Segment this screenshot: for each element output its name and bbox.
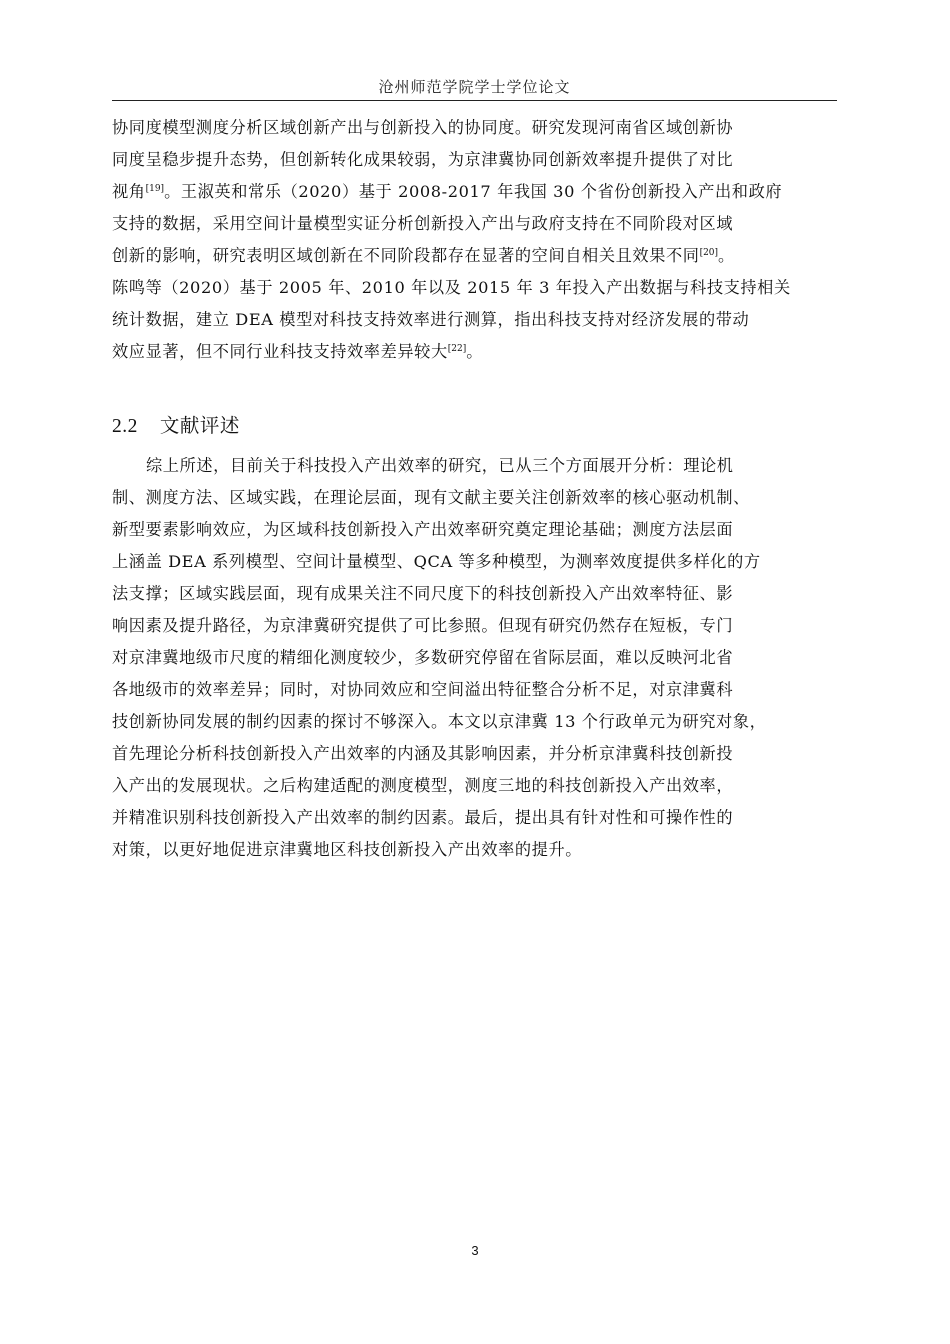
text-line: 新型要素影响效应，为区域科技创新投入产出效率研究奠定理论基础；测度方法层面 xyxy=(112,520,734,539)
text-line: 创新的影响，研究表明区域创新在不同阶段都存在显著的空间自相关且效果不同[20]。 xyxy=(112,246,735,265)
text-line: 视角[19]。王淑英和常乐（2020）基于 2008-2017 年我国 30 个省份创新投入产出和政府 xyxy=(112,182,783,201)
section-number: 2.2 xyxy=(112,416,138,437)
text-line: 技创新协同发展的制约因素的探讨不够深入。本文以京津冀 13 个行政单元为研究对象， xyxy=(112,712,767,731)
text-line: 入产出的发展现状。之后构建适配的测度模型，测度三地的科技创新投入产出效率， xyxy=(112,776,734,795)
text-line: 上涵盖 DEA 系列模型、空间计量模型、QCA 等多种模型，为测率效度提供多样化的方 xyxy=(112,552,761,571)
paragraph-literature-review-continued xyxy=(112,112,837,368)
text-line: 支持的数据，采用空间计量模型实证分析创新投入产出与政府支持在不同阶段对区域 xyxy=(112,214,734,233)
section-title: 文献评述 xyxy=(159,414,240,437)
text-line: 协同度模型测度分析区域创新产出与创新投入的协同度。研究发现河南省区域创新协 xyxy=(112,118,734,137)
text-line: 制、测度方法、区域实践，在理论层面，现有文献主要关注创新效率的核心驱动机制、 xyxy=(112,488,750,507)
citation-ref: [22] xyxy=(447,344,467,354)
text-line: 同度呈稳步提升态势，但创新转化成果较弱，为京津冀协同创新效率提升提供了对比 xyxy=(112,150,734,169)
text-line: 效应显著，但不同行业科技支持效率差异较大[22]。 xyxy=(112,342,484,361)
citation-ref: [20] xyxy=(699,248,719,258)
text-line: 响因素及提升路径，为京津冀研究提供了可比参照。但现有研究仍然存在短板，专门 xyxy=(112,616,734,635)
page-number: 3 xyxy=(471,1243,479,1258)
text-line: 陈鸣等（2020）基于 2005 年、2010 年以及 2015 年 3 年投入产出数据与科技支持相关 xyxy=(112,278,791,297)
section-heading xyxy=(112,410,240,438)
text-line: 对京津冀地级市尺度的精细化测度较少，多数研究停留在省际层面，难以反映河北省 xyxy=(112,648,734,667)
text-line: 综上所述，目前关于科技投入产出效率的研究，已从三个方面展开分析：理论机 xyxy=(146,456,734,475)
running-header: 沧州师范学院学士学位论文 xyxy=(378,78,571,96)
paragraph-literature-summary xyxy=(112,450,837,866)
text-line: 首先理论分析科技创新投入产出效率的内涵及其影响因素，并分析京津冀科技创新投 xyxy=(112,744,734,763)
header-rule xyxy=(112,100,837,101)
text-line: 统计数据，建立 DEA 模型对科技支持效率进行测算，指出科技支持对经济发展的带动 xyxy=(112,310,750,329)
citation-ref: [19] xyxy=(145,184,165,194)
text-line: 各地级市的效率差异；同时，对协同效应和空间溢出特征整合分析不足，对京津冀科 xyxy=(112,680,734,699)
text-line: 并精准识别科技创新投入产出效率的制约因素。最后，提出具有针对性和可操作性的 xyxy=(112,808,734,827)
text-line: 法支撑；区域实践层面，现有成果关注不同尺度下的科技创新投入产出效率特征、影 xyxy=(112,584,734,603)
text-line: 对策，以更好地促进京津冀地区科技创新投入产出效率的提升。 xyxy=(112,840,583,859)
